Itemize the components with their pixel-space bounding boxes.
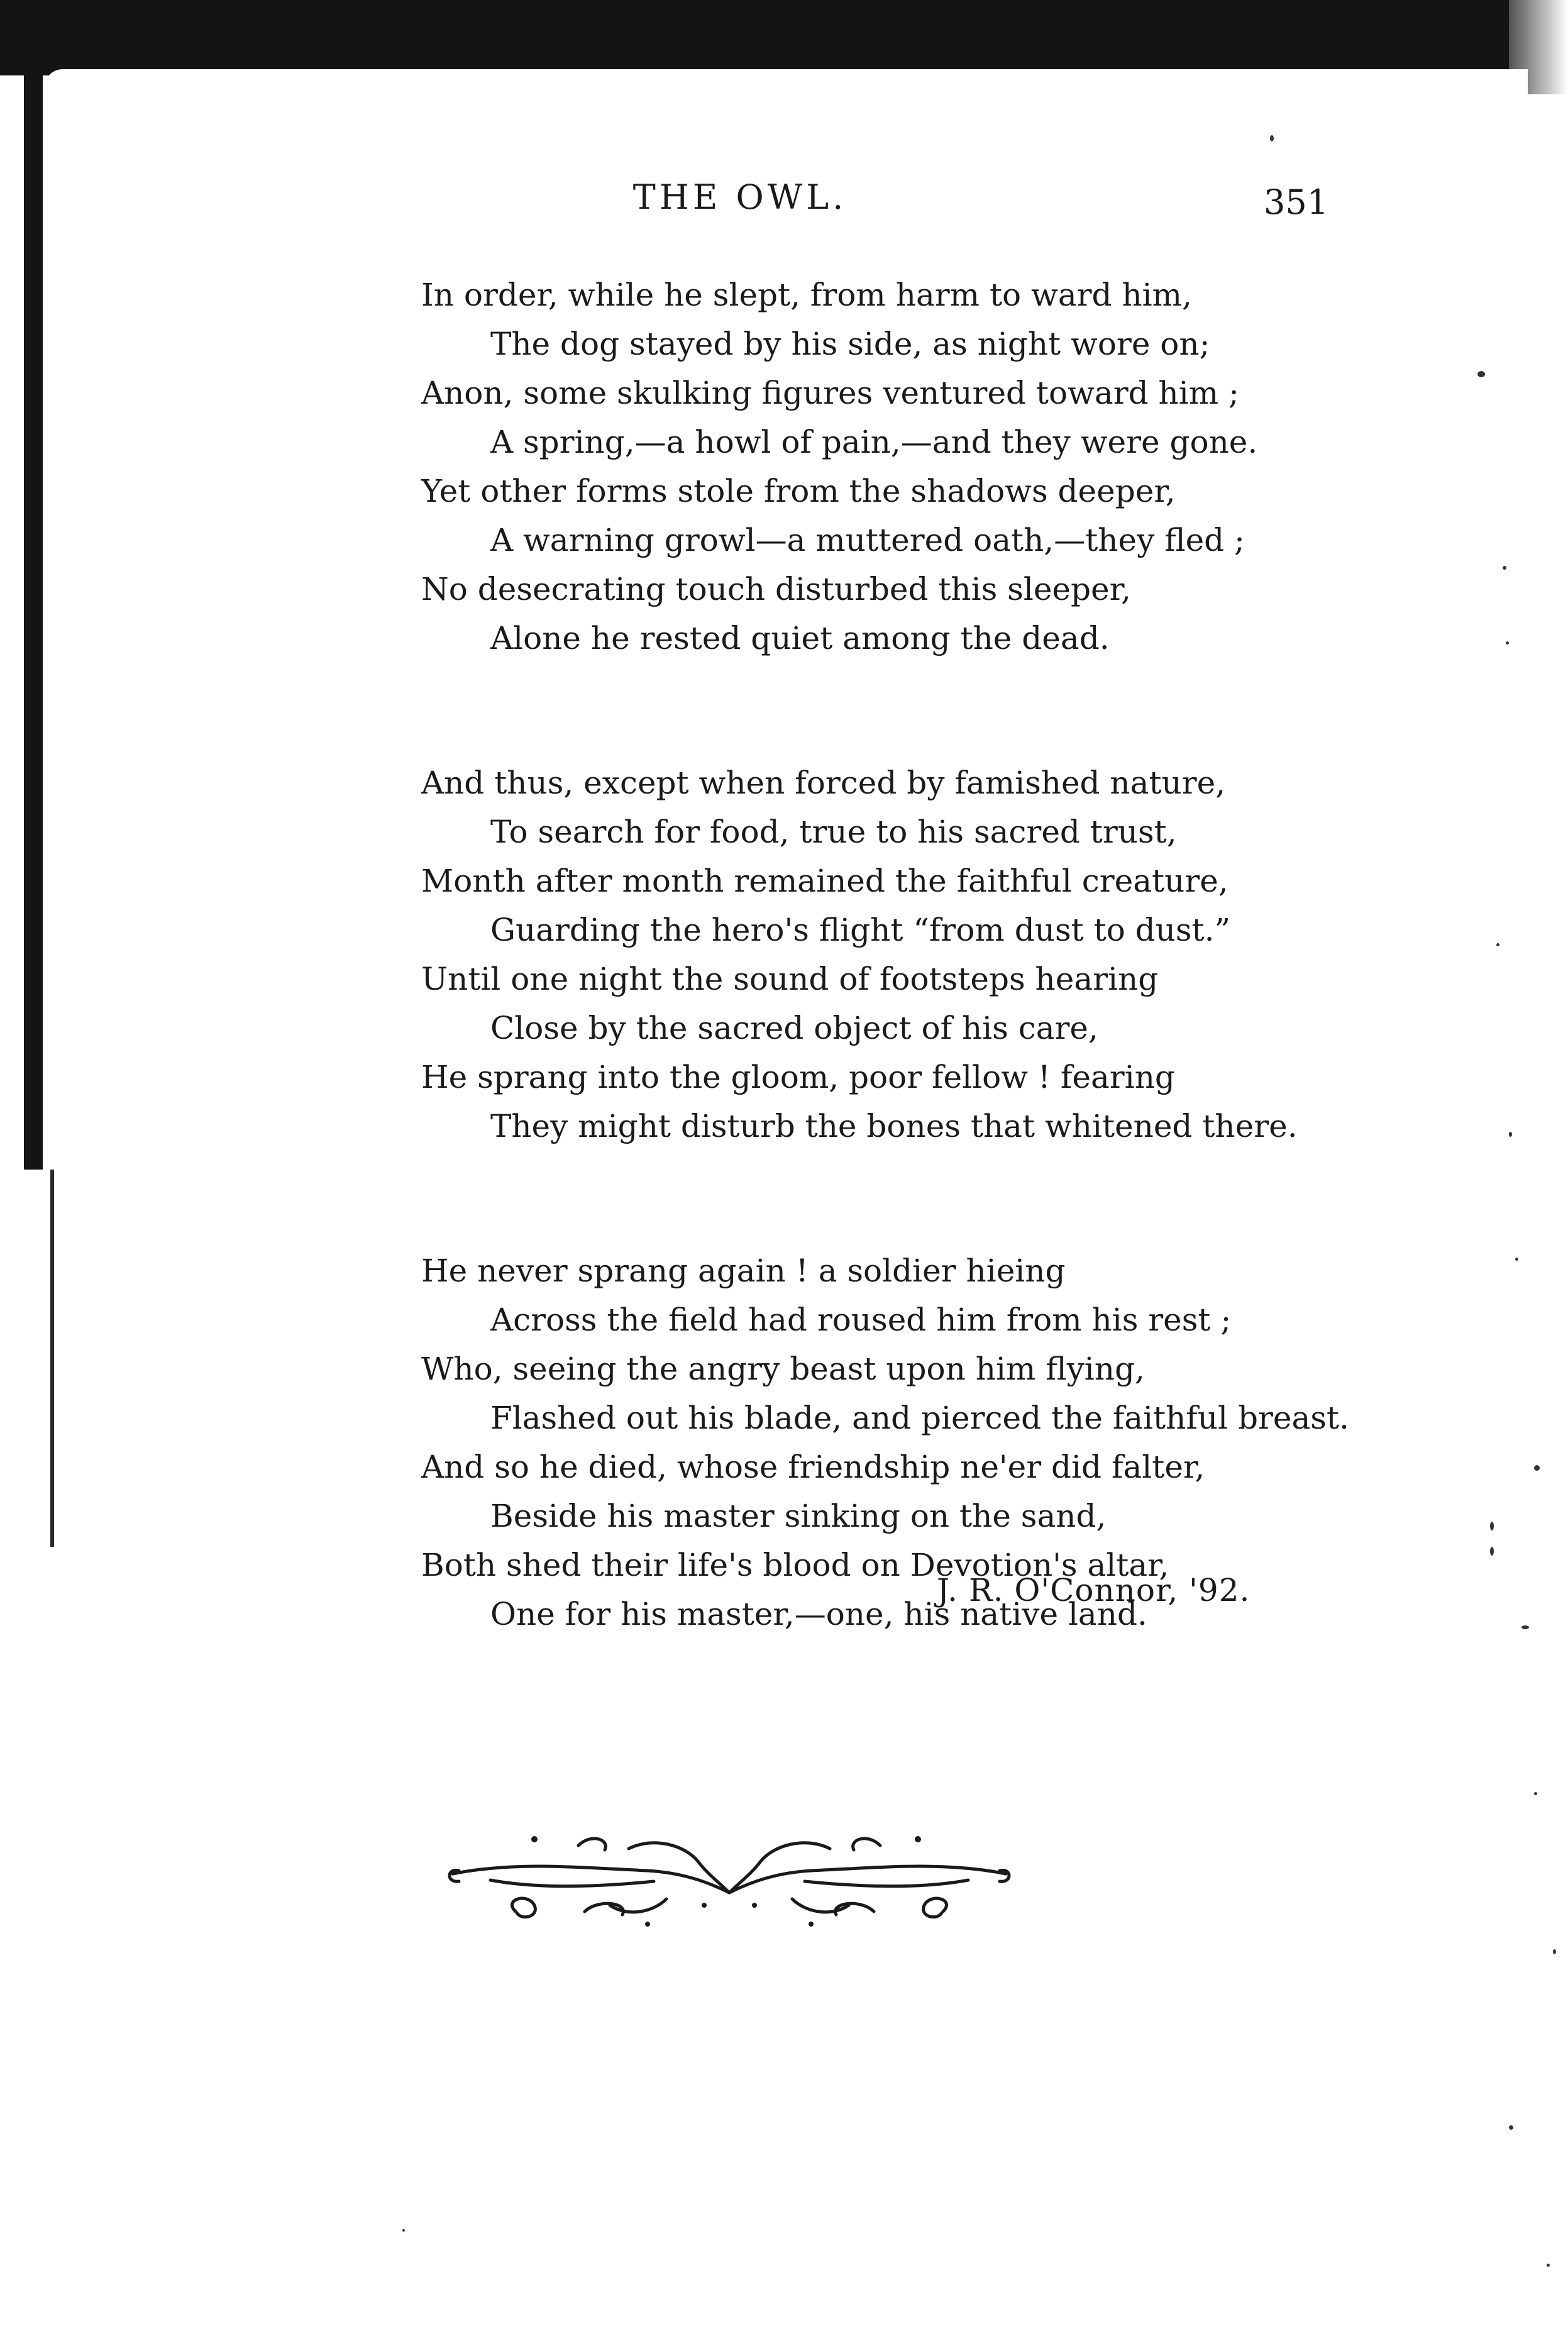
poem-line: Close by the sacred object of his care, bbox=[490, 1010, 1098, 1046]
poem-line: In order, while he slept, from harm to ward him, bbox=[421, 277, 1192, 313]
poem-line: Alone he rested quiet among the dead. bbox=[490, 620, 1110, 656]
scan-top-border bbox=[0, 0, 1509, 75]
scan-left-border-thin bbox=[50, 1170, 54, 1547]
poem-line: And thus, except when forced by famished nature, bbox=[421, 765, 1226, 801]
floral-scroll-ornament-icon bbox=[440, 1811, 1019, 1937]
poem-line: Guarding the hero's flight “from dust to dust.” bbox=[490, 912, 1231, 948]
poem-line: Yet other forms stole from the shadows deeper, bbox=[421, 473, 1176, 509]
stanza-2 bbox=[421, 758, 1301, 1151]
poem-line: Both shed their life's blood on Devotion's altar, bbox=[421, 1547, 1169, 1583]
poem-line: And so he died, whose friendship ne'er did falter, bbox=[421, 1449, 1205, 1485]
poem-line: One for his master,—one, his native land. bbox=[490, 1596, 1147, 1632]
stanza-1 bbox=[421, 270, 1301, 663]
poem-line: Flashed out his blade, and pierced the faithful breast. bbox=[490, 1400, 1349, 1436]
author-signature: J. R. O'Connor, '92. bbox=[937, 1572, 1251, 1608]
poem-line: Beside his master sinking on the sand, bbox=[490, 1498, 1107, 1534]
poem-line: Who, seeing the angry beast upon him flying, bbox=[421, 1351, 1145, 1387]
scan-left-border bbox=[24, 69, 43, 1170]
poem-line: He never sprang again ! a soldier hieing bbox=[421, 1253, 1066, 1289]
poem-line: To search for food, true to his sacred trust, bbox=[490, 814, 1177, 850]
poem-line: Across the field had roused him from his rest ; bbox=[490, 1302, 1232, 1338]
poem-line: He sprang into the gloom, poor fellow ! fearing bbox=[421, 1059, 1175, 1095]
poem-line: Month after month remained the faithful creature, bbox=[421, 863, 1228, 899]
poem-line: The dog stayed by his side, as night wore on; bbox=[490, 326, 1210, 362]
poem-line: Until one night the sound of footsteps hearing bbox=[421, 961, 1159, 997]
poem bbox=[421, 270, 1349, 1734]
poem-line: A warning growl—a muttered oath,—they fled ; bbox=[490, 522, 1245, 558]
running-title: THE OWL. bbox=[632, 177, 847, 217]
poem-line: Anon, some skulking figures ventured toward him ; bbox=[421, 375, 1239, 411]
page-number: 351 bbox=[1264, 182, 1329, 222]
poem-line: They might disturb the bones that whitened there. bbox=[490, 1108, 1298, 1144]
poem-line: A spring,—a howl of pain,—and they were gone. bbox=[490, 424, 1258, 460]
poem-line: No desecrating touch disturbed this sleeper, bbox=[421, 571, 1131, 607]
